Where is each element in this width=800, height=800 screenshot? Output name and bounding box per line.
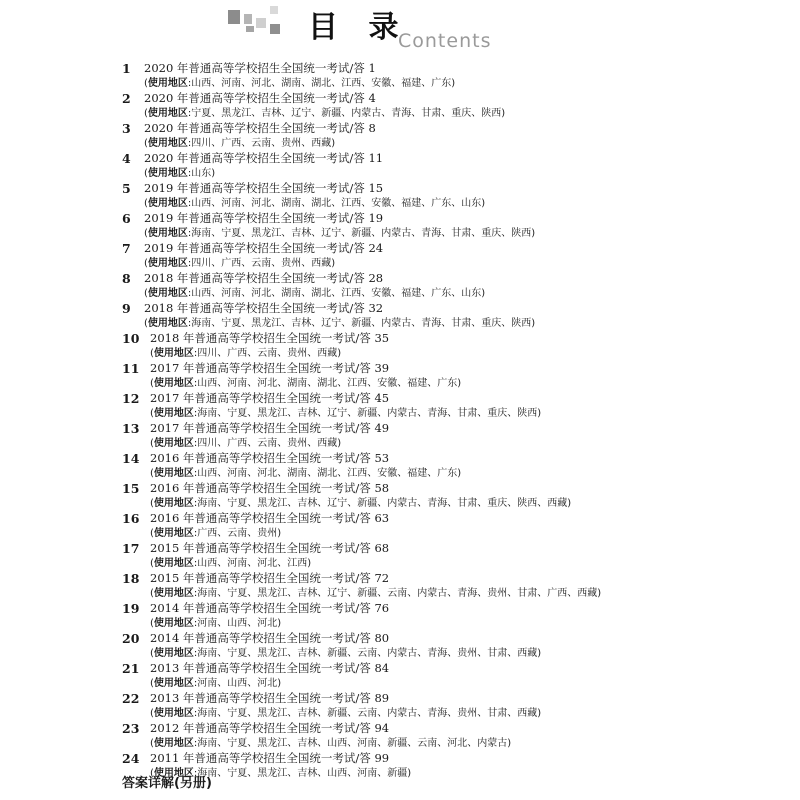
entry-regions-line: (使用地区:海南、宁夏、黑龙江、吉林、新疆、云南、内蒙古、青海、贵州、甘肃、西藏) <box>150 648 542 659</box>
regions-label: 使用地区 <box>153 768 194 779</box>
entry-page: 答 35 <box>359 331 390 345</box>
entry-regions-line: (使用地区:海南、宁夏、黑龙江、吉林、新疆、云南、内蒙古、青海、贵州、甘肃、西藏) <box>150 708 542 719</box>
entry-title: 2015 年普通高等学校招生全国统一考试 <box>150 571 356 585</box>
toc-entry[interactable] <box>122 451 682 481</box>
entry-title: 2013 年普通高等学校招生全国统一考试 <box>150 661 356 675</box>
decorative-square <box>228 10 240 24</box>
toc-entry[interactable] <box>122 211 682 241</box>
decorative-square <box>256 18 266 28</box>
regions-list: 山西、河南、河北、湖南、湖北、江西、安徽、福建、广东 <box>191 78 452 89</box>
entry-title-line: 2018 年普通高等学校招生全国统一考试/答 35 <box>150 331 390 345</box>
entry-title: 2020 年普通高等学校招生全国统一考试 <box>144 61 350 75</box>
entry-title: 2020 年普通高等学校招生全国统一考试 <box>144 151 350 165</box>
entry-number: 14 <box>122 451 140 466</box>
entry-title: 2014 年普通高等学校招生全国统一考试 <box>150 631 356 645</box>
entry-page: 答 63 <box>359 511 390 525</box>
entry-regions-line: (使用地区:广西、云南、贵州) <box>150 528 282 539</box>
regions-list: 广西、云南、贵州 <box>197 528 278 539</box>
regions-list: 海南、宁夏、黑龙江、吉林、山西、河南、新疆、云南、河北、内蒙古 <box>197 738 508 749</box>
regions-label: 使用地区 <box>153 528 194 539</box>
entry-title-line: 2016 年普通高等学校招生全国统一考试/答 58 <box>150 481 390 495</box>
entry-title: 2011 年普通高等学校招生全国统一考试 <box>150 751 356 765</box>
entry-title-line: 2018 年普通高等学校招生全国统一考试/答 28 <box>144 271 384 285</box>
entry-title-line: 2016 年普通高等学校招生全国统一考试/答 63 <box>150 511 390 525</box>
entry-regions-line: (使用地区:海南、宁夏、黑龙江、吉林、辽宁、新疆、内蒙古、青海、甘肃、重庆、陕西) <box>144 318 536 329</box>
regions-list: 山西、河南、河北、湖南、湖北、江西、安徽、福建、广东 <box>197 378 458 389</box>
entry-page: 答 39 <box>359 361 390 375</box>
entry-title-line: 2019 年普通高等学校招生全国统一考试/答 24 <box>144 241 384 255</box>
entry-number: 6 <box>122 211 131 226</box>
regions-label: 使用地区 <box>153 618 194 629</box>
entry-page: 答 28 <box>353 271 384 285</box>
regions-label: 使用地区 <box>153 438 194 449</box>
entry-regions-line: (使用地区:山西、河南、河北、湖南、湖北、江西、安徽、福建、广东) <box>144 78 456 89</box>
entry-title-line: 2019 年普通高等学校招生全国统一考试/答 15 <box>144 181 384 195</box>
regions-label: 使用地区 <box>147 78 188 89</box>
entry-page: 答 72 <box>359 571 390 585</box>
entry-regions-line: (使用地区:海南、宁夏、黑龙江、吉林、山西、河南、新疆、云南、河北、内蒙古) <box>150 738 512 749</box>
regions-label: 使用地区 <box>153 678 194 689</box>
entry-regions-line: (使用地区:山西、河南、河北、江西) <box>150 558 312 569</box>
entry-number: 23 <box>122 721 140 736</box>
entry-number: 21 <box>122 661 140 676</box>
toc-entry[interactable] <box>122 301 682 331</box>
regions-list: 山西、河南、河北、江西 <box>197 558 308 569</box>
toc-entry[interactable] <box>122 571 682 601</box>
toc-entry[interactable] <box>122 91 682 121</box>
page-subtitle: Contents <box>398 30 492 52</box>
regions-label: 使用地区 <box>147 318 188 329</box>
entry-regions-line: (使用地区:四川、广西、云南、贵州、西藏) <box>144 258 336 269</box>
entry-title: 2019 年普通高等学校招生全国统一考试 <box>144 241 350 255</box>
regions-list: 河南、山西、河北 <box>197 678 278 689</box>
toc-entry[interactable] <box>122 181 682 211</box>
regions-list: 四川、广西、云南、贵州、西藏 <box>197 438 338 449</box>
regions-list: 四川、广西、云南、贵州、西藏 <box>191 138 332 149</box>
regions-list: 海南、宁夏、黑龙江、吉林、辽宁、新疆、内蒙古、青海、甘肃、重庆、陕西 <box>191 318 532 329</box>
answer-note: 答案详解(另册) <box>122 776 212 791</box>
toc-entry[interactable] <box>122 721 682 751</box>
toc-entry[interactable] <box>122 151 682 181</box>
regions-label: 使用地区 <box>147 138 188 149</box>
toc-entry[interactable] <box>122 631 682 661</box>
entry-regions-line: (使用地区:四川、广西、云南、贵州、西藏) <box>144 138 336 149</box>
entry-number: 19 <box>122 601 140 616</box>
entry-number: 7 <box>122 241 131 256</box>
entry-number: 5 <box>122 181 131 196</box>
regions-list: 四川、广西、云南、贵州、西藏 <box>191 258 332 269</box>
entry-page: 答 32 <box>353 301 384 315</box>
regions-list: 海南、宁夏、黑龙江、吉林、新疆、云南、内蒙古、青海、贵州、甘肃、西藏 <box>197 648 538 659</box>
entry-title-line: 2018 年普通高等学校招生全国统一考试/答 32 <box>144 301 384 315</box>
entry-page: 答 19 <box>353 211 384 225</box>
entry-title-line: 2014 年普通高等学校招生全国统一考试/答 80 <box>150 631 390 645</box>
regions-list: 海南、宁夏、黑龙江、吉林、辽宁、新疆、内蒙古、青海、甘肃、重庆、陕西、西藏 <box>197 498 568 509</box>
entry-page: 答 68 <box>359 541 390 555</box>
entry-title-line: 2015 年普通高等学校招生全国统一考试/答 68 <box>150 541 390 555</box>
entry-title-line: 2019 年普通高等学校招生全国统一考试/答 19 <box>144 211 384 225</box>
entry-title-line: 2011 年普通高等学校招生全国统一考试/答 99 <box>150 751 390 765</box>
entry-number: 16 <box>122 511 140 526</box>
entry-page: 答 8 <box>353 121 376 135</box>
entry-number: 4 <box>122 151 131 166</box>
entry-number: 9 <box>122 301 131 316</box>
entry-title-line: 2015 年普通高等学校招生全国统一考试/答 72 <box>150 571 390 585</box>
regions-label: 使用地区 <box>147 108 188 119</box>
entry-number: 3 <box>122 121 131 136</box>
regions-label: 使用地区 <box>153 498 194 509</box>
toc-entry[interactable] <box>122 601 682 631</box>
entry-title: 2020 年普通高等学校招生全国统一考试 <box>144 121 350 135</box>
toc-entry[interactable] <box>122 421 682 451</box>
regions-label: 使用地区 <box>147 258 188 269</box>
regions-list: 海南、宁夏、黑龙江、吉林、辽宁、新疆、内蒙古、青海、甘肃、重庆、陕西 <box>191 228 532 239</box>
entry-regions-line: (使用地区:海南、宁夏、黑龙江、吉林、辽宁、新疆、云南、内蒙古、青海、贵州、甘肃、广西、西藏) <box>150 588 602 599</box>
regions-label: 使用地区 <box>153 408 194 419</box>
entry-number: 24 <box>122 751 140 766</box>
toc-entry[interactable] <box>122 331 682 361</box>
entry-regions-line: (使用地区:四川、广西、云南、贵州、西藏) <box>150 438 342 449</box>
entry-title: 2016 年普通高等学校招生全国统一考试 <box>150 481 356 495</box>
entry-page: 答 58 <box>359 481 390 495</box>
entry-page: 答 53 <box>359 451 390 465</box>
entry-number: 17 <box>122 541 140 556</box>
regions-label: 使用地区 <box>153 648 194 659</box>
regions-label: 使用地区 <box>153 708 194 719</box>
entry-title-line: 2014 年普通高等学校招生全国统一考试/答 76 <box>150 601 390 615</box>
regions-label: 使用地区 <box>153 468 194 479</box>
regions-list: 四川、广西、云南、贵州、西藏 <box>197 348 338 359</box>
entry-title-line: 2012 年普通高等学校招生全国统一考试/答 94 <box>150 721 390 735</box>
table-of-contents <box>122 61 682 781</box>
entry-number: 13 <box>122 421 140 436</box>
entry-title: 2018 年普通高等学校招生全国统一考试 <box>144 301 350 315</box>
entry-title: 2017 年普通高等学校招生全国统一考试 <box>150 361 356 375</box>
regions-label: 使用地区 <box>153 738 194 749</box>
entry-title-line: 2013 年普通高等学校招生全国统一考试/答 84 <box>150 661 390 675</box>
regions-list: 海南、宁夏、黑龙江、吉林、辽宁、新疆、云南、内蒙古、青海、贵州、甘肃、广西、西藏 <box>197 588 598 599</box>
entry-page: 答 4 <box>353 91 376 105</box>
entry-number: 12 <box>122 391 140 406</box>
toc-entry[interactable] <box>122 121 682 151</box>
entry-page: 答 24 <box>353 241 384 255</box>
entry-number: 1 <box>122 61 131 76</box>
entry-regions-line: (使用地区:河南、山西、河北) <box>150 678 282 689</box>
regions-label: 使用地区 <box>153 558 194 569</box>
regions-label: 使用地区 <box>153 588 194 599</box>
entry-page: 答 49 <box>359 421 390 435</box>
regions-label: 使用地区 <box>147 198 188 209</box>
decorative-square <box>270 24 280 34</box>
entry-page: 答 1 <box>353 61 376 75</box>
regions-label: 使用地区 <box>147 168 188 179</box>
entry-title: 2017 年普通高等学校招生全国统一考试 <box>150 391 356 405</box>
entry-page: 答 99 <box>359 751 390 765</box>
entry-title: 2020 年普通高等学校招生全国统一考试 <box>144 91 350 105</box>
entry-regions-line: (使用地区:海南、宁夏、黑龙江、吉林、辽宁、新疆、内蒙古、青海、甘肃、重庆、陕西) <box>144 228 536 239</box>
entry-title: 2014 年普通高等学校招生全国统一考试 <box>150 601 356 615</box>
entry-title: 2018 年普通高等学校招生全国统一考试 <box>144 271 350 285</box>
toc-entry[interactable] <box>122 511 682 541</box>
entry-regions-line: (使用地区:河南、山西、河北) <box>150 618 282 629</box>
toc-entry[interactable] <box>122 691 682 721</box>
decorative-square <box>246 26 254 32</box>
page-header <box>228 0 548 56</box>
entry-title: 2018 年普通高等学校招生全国统一考试 <box>150 331 356 345</box>
entry-title: 2019 年普通高等学校招生全国统一考试 <box>144 181 350 195</box>
entry-number: 11 <box>122 361 140 376</box>
entry-regions-line: (使用地区:海南、宁夏、黑龙江、吉林、辽宁、新疆、内蒙古、青海、甘肃、重庆、陕西、西藏) <box>150 498 572 509</box>
entry-title-line: 2016 年普通高等学校招生全国统一考试/答 53 <box>150 451 390 465</box>
entry-title-line: 2020 年普通高等学校招生全国统一考试/答 4 <box>144 91 376 105</box>
entry-title-line: 2020 年普通高等学校招生全国统一考试/答 8 <box>144 121 376 135</box>
regions-list: 海南、宁夏、黑龙江、吉林、新疆、云南、内蒙古、青海、贵州、甘肃、西藏 <box>197 708 538 719</box>
regions-list: 海南、宁夏、黑龙江、吉林、辽宁、新疆、内蒙古、青海、甘肃、重庆、陕西 <box>197 408 538 419</box>
entry-title-line: 2020 年普通高等学校招生全国统一考试/答 11 <box>144 151 384 165</box>
toc-entry[interactable] <box>122 481 682 511</box>
entry-title: 2016 年普通高等学校招生全国统一考试 <box>150 451 356 465</box>
decorative-square <box>270 6 278 14</box>
entry-page: 答 80 <box>359 631 390 645</box>
entry-regions-line: (使用地区:山西、河南、河北、湖南、湖北、江西、安徽、福建、广东) <box>150 378 462 389</box>
regions-list: 河南、山西、河北 <box>197 618 278 629</box>
toc-entry[interactable] <box>122 541 682 571</box>
entry-regions-line: (使用地区:海南、宁夏、黑龙江、吉林、辽宁、新疆、内蒙古、青海、甘肃、重庆、陕西) <box>150 408 542 419</box>
entry-number: 10 <box>122 331 140 346</box>
entry-number: 18 <box>122 571 140 586</box>
toc-entry[interactable] <box>122 661 682 691</box>
entry-title: 2019 年普通高等学校招生全国统一考试 <box>144 211 350 225</box>
regions-label: 使用地区 <box>153 378 194 389</box>
entry-title: 2013 年普通高等学校招生全国统一考试 <box>150 691 356 705</box>
entry-page: 答 45 <box>359 391 390 405</box>
page-title: 目 录 <box>308 10 409 45</box>
decorative-square <box>244 14 252 24</box>
regions-list: 宁夏、黑龙江、吉林、辽宁、新疆、内蒙古、青海、甘肃、重庆、陕西 <box>191 108 502 119</box>
entry-number: 15 <box>122 481 140 496</box>
toc-entry[interactable] <box>122 361 682 391</box>
entry-title: 2015 年普通高等学校招生全国统一考试 <box>150 541 356 555</box>
regions-list: 山东 <box>191 168 212 179</box>
entry-title-line: 2017 年普通高等学校招生全国统一考试/答 39 <box>150 361 390 375</box>
entry-page: 答 11 <box>353 151 384 165</box>
entry-page: 答 76 <box>359 601 390 615</box>
regions-label: 使用地区 <box>147 288 188 299</box>
regions-list: 山西、河南、河北、湖南、湖北、江西、安徽、福建、广东 <box>197 468 458 479</box>
entry-page: 答 84 <box>359 661 390 675</box>
entry-regions-line: (使用地区:山西、河南、河北、湖南、湖北、江西、安徽、福建、广东) <box>150 468 462 479</box>
entry-regions-line: (使用地区:海南、宁夏、黑龙江、吉林、山西、河南、新疆) <box>150 768 412 779</box>
entry-title-line: 2017 年普通高等学校招生全国统一考试/答 49 <box>150 421 390 435</box>
entry-title-line: 2013 年普通高等学校招生全国统一考试/答 89 <box>150 691 390 705</box>
entry-title: 2016 年普通高等学校招生全国统一考试 <box>150 511 356 525</box>
toc-entry[interactable] <box>122 61 682 91</box>
entry-title: 2012 年普通高等学校招生全国统一考试 <box>150 721 356 735</box>
entry-page: 答 15 <box>353 181 384 195</box>
entry-regions-line: (使用地区:宁夏、黑龙江、吉林、辽宁、新疆、内蒙古、青海、甘肃、重庆、陕西) <box>144 108 506 119</box>
entry-number: 20 <box>122 631 140 646</box>
entry-number: 2 <box>122 91 131 106</box>
regions-list: 山西、河南、河北、湖南、湖北、江西、安徽、福建、广东、山东 <box>191 198 482 209</box>
toc-entry[interactable] <box>122 271 682 301</box>
entry-number: 22 <box>122 691 140 706</box>
regions-list: 山西、河南、河北、湖南、湖北、江西、安徽、福建、广东、山东 <box>191 288 482 299</box>
toc-entry[interactable] <box>122 241 682 271</box>
toc-entry[interactable] <box>122 391 682 421</box>
entry-regions-line: (使用地区:山西、河南、河北、湖南、湖北、江西、安徽、福建、广东、山东) <box>144 198 486 209</box>
regions-list: 海南、宁夏、黑龙江、吉林、山西、河南、新疆 <box>197 768 408 779</box>
regions-label: 使用地区 <box>147 228 188 239</box>
entry-regions-line: (使用地区:四川、广西、云南、贵州、西藏) <box>150 348 342 359</box>
entry-number: 8 <box>122 271 131 286</box>
entry-regions-line: (使用地区:山东) <box>144 168 216 179</box>
entry-title-line: 2017 年普通高等学校招生全国统一考试/答 45 <box>150 391 390 405</box>
entry-title-line: 2020 年普通高等学校招生全国统一考试/答 1 <box>144 61 376 75</box>
entry-regions-line: (使用地区:山西、河南、河北、湖南、湖北、江西、安徽、福建、广东、山东) <box>144 288 486 299</box>
regions-label: 使用地区 <box>153 348 194 359</box>
entry-page: 答 89 <box>359 691 390 705</box>
entry-title: 2017 年普通高等学校招生全国统一考试 <box>150 421 356 435</box>
entry-page: 答 94 <box>359 721 390 735</box>
